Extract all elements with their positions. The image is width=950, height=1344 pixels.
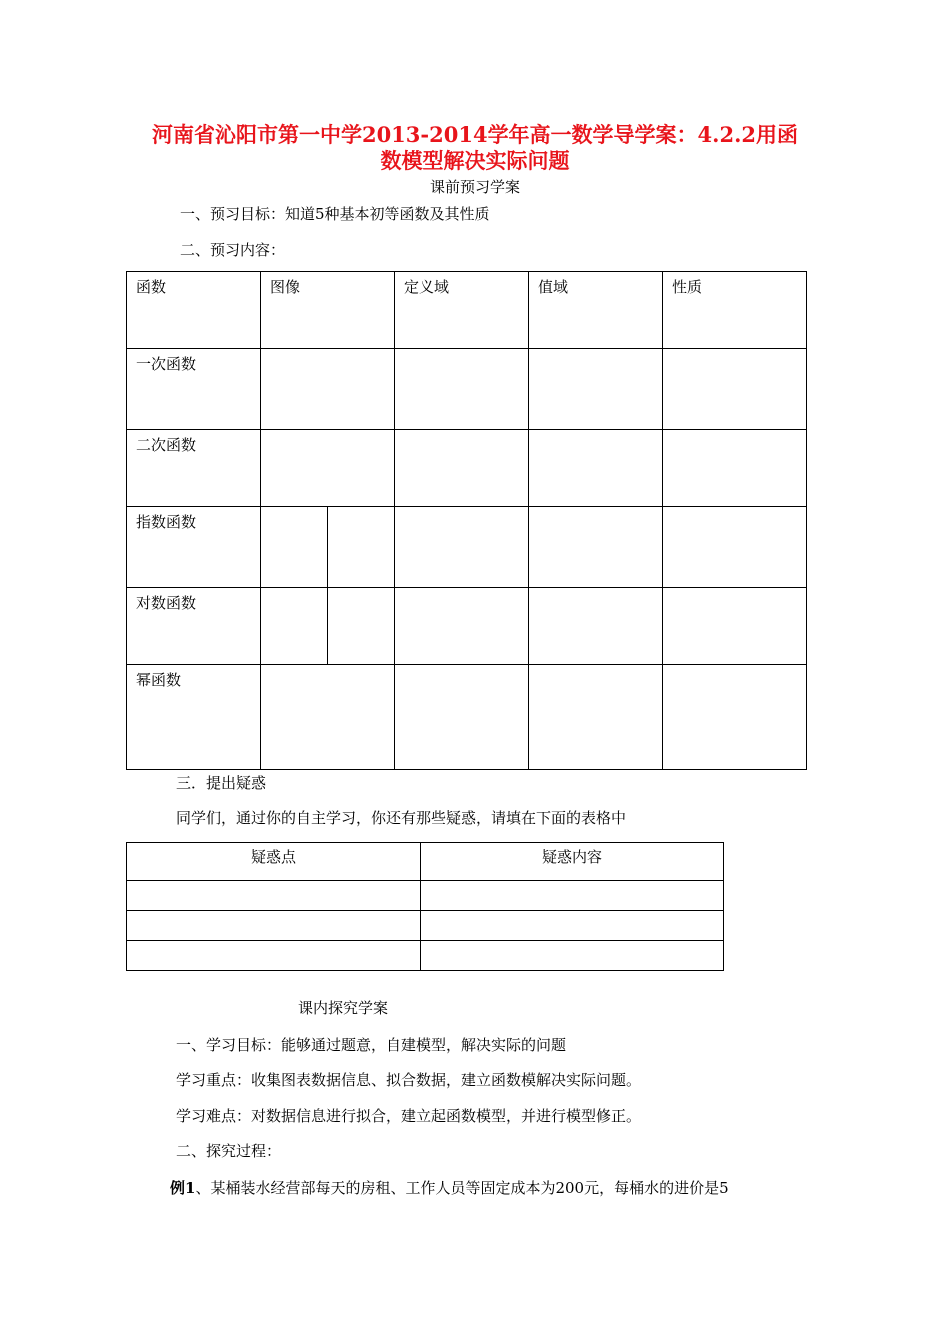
table-row	[127, 349, 807, 430]
table-cell	[127, 911, 421, 941]
title-line-2: 数模型解决实际问题	[380, 148, 570, 173]
table-cell	[261, 507, 328, 588]
table-cell	[663, 665, 807, 770]
preview-content-label: 二、预习内容：	[180, 241, 286, 259]
table-cell	[328, 507, 395, 588]
title-line-1: 河南省沁阳市第一中学2013-2014学年高一数学导学案：4.2.2用函	[151, 122, 799, 147]
preview-goal: 一、预习目标：知道5种基本初等函数及其性质	[180, 205, 490, 223]
header-doubt-content: 疑惑内容	[421, 843, 724, 881]
table-row	[127, 430, 807, 507]
doubt-table	[126, 842, 724, 971]
table-cell	[261, 349, 395, 430]
table-cell	[529, 507, 663, 588]
table-row	[127, 588, 807, 665]
table-cell	[529, 349, 663, 430]
table-cell	[395, 430, 529, 507]
header-range: 值域	[529, 272, 663, 349]
example-label: 例1	[170, 1179, 196, 1197]
table-cell	[663, 507, 807, 588]
header-graph: 图像	[261, 272, 395, 349]
row-label-quadratic: 二次函数	[127, 430, 261, 507]
table-cell	[261, 588, 328, 665]
table-cell	[529, 665, 663, 770]
preview-heading: 课前预习学案	[429, 178, 520, 196]
function-table	[126, 271, 807, 770]
table-row	[127, 665, 807, 770]
table-header-row	[127, 272, 807, 349]
table-cell	[421, 911, 724, 941]
header-domain: 定义域	[395, 272, 529, 349]
table-cell	[529, 588, 663, 665]
table-cell	[261, 430, 395, 507]
table-header-row	[127, 843, 724, 881]
example-text: 、某桶装水经营部每天的房租、工作人员等固定成本为200元，每桶水的进价是5	[195, 1179, 729, 1197]
table-row	[127, 911, 724, 941]
example-1	[170, 1178, 729, 1198]
table-cell	[395, 588, 529, 665]
doubts-heading: 三．提出疑惑	[176, 774, 267, 792]
table-cell	[421, 881, 724, 911]
difficulty: 学习难点：对数据信息进行拟合，建立起函数模型，并进行模型修正。	[176, 1107, 642, 1125]
table-cell	[127, 881, 421, 911]
row-label-exponential: 指数函数	[127, 507, 261, 588]
table-row	[127, 941, 724, 971]
table-cell	[663, 349, 807, 430]
header-doubt-point: 疑惑点	[127, 843, 421, 881]
table-cell	[421, 941, 724, 971]
row-label-linear: 一次函数	[127, 349, 261, 430]
table-cell	[328, 588, 395, 665]
document-title	[110, 122, 840, 174]
table-cell	[127, 941, 421, 971]
header-function: 函数	[127, 272, 261, 349]
table-row	[127, 881, 724, 911]
header-properties: 性质	[663, 272, 807, 349]
table-cell	[529, 430, 663, 507]
table-cell	[395, 665, 529, 770]
inclass-heading: 课内探究学案	[298, 999, 389, 1017]
table-row	[127, 507, 807, 588]
table-cell	[395, 507, 529, 588]
table-cell	[261, 665, 395, 770]
row-label-power: 幂函数	[127, 665, 261, 770]
row-label-logarithmic: 对数函数	[127, 588, 261, 665]
table-cell	[395, 349, 529, 430]
table-cell	[663, 430, 807, 507]
key-point: 学习重点：收集图表数据信息、拟合数据，建立函数模解决实际问题。	[176, 1071, 642, 1089]
process-heading: 二、探究过程：	[176, 1142, 282, 1160]
table-cell	[663, 588, 807, 665]
study-goal: 一、学习目标：能够通过题意，自建模型，解决实际的问题	[176, 1036, 567, 1054]
doubts-intro: 同学们，通过你的自主学习，你还有那些疑惑，请填在下面的表格中	[176, 809, 627, 827]
